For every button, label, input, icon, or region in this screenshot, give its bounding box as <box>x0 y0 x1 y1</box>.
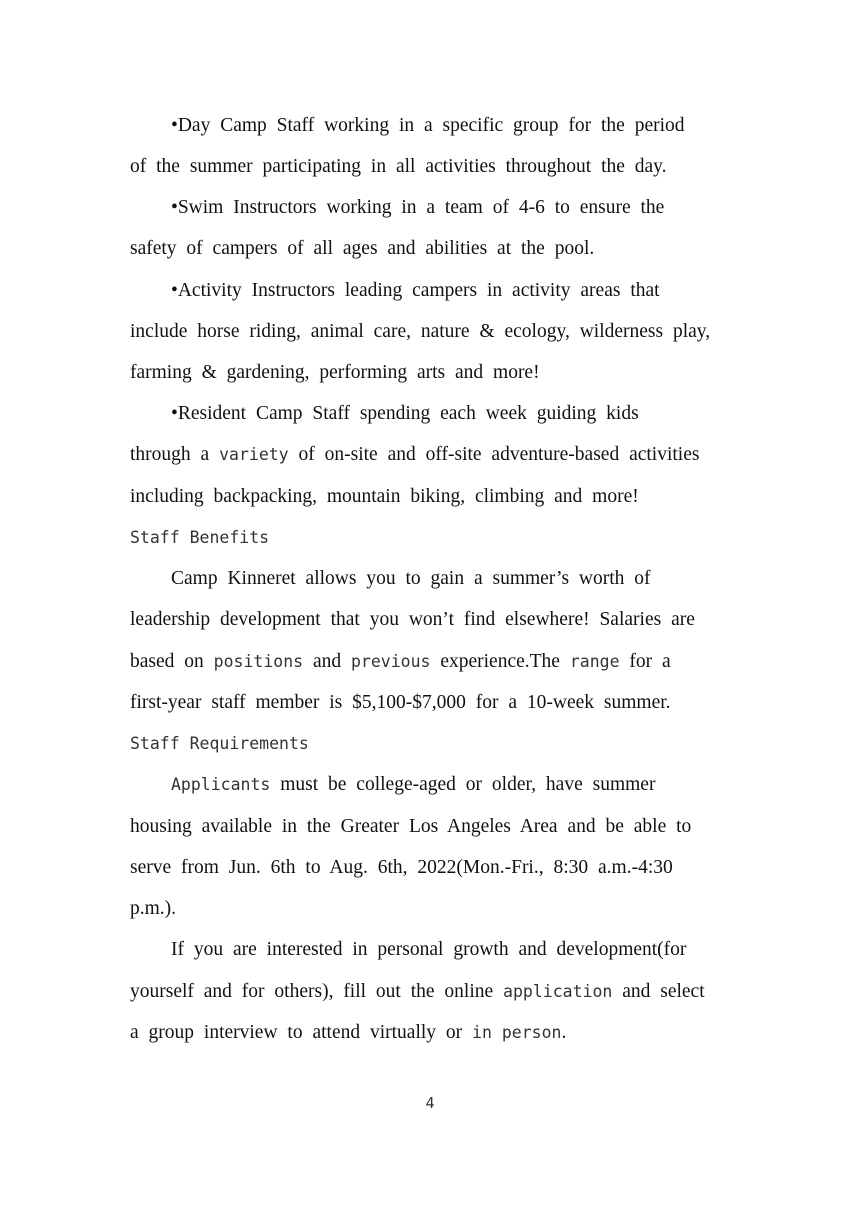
resident-line-2-a: through a <box>130 444 210 465</box>
activity-line-1: •Activity Instructors leading campers in activity areas that <box>171 280 660 301</box>
benefits-line-3-c: and <box>312 651 342 672</box>
swim-line-1: •Swim Instructors working in a team of 4-6 to ensure the <box>171 197 665 218</box>
page-number: 4 <box>425 1094 435 1112</box>
requirements-line-1-b: must be college-aged or older, have summer <box>280 774 656 795</box>
day-camp-line-1: •Day Camp Staff working in a specific group for the period <box>171 115 685 136</box>
benefits-line-3-previous: previous <box>350 652 431 671</box>
benefits-line-3-e: experience.The <box>440 651 560 672</box>
benefits-heading: Staff Benefits <box>130 528 270 547</box>
benefits-line-3-range: range <box>569 652 620 671</box>
interest-line-3-in-person: in person <box>472 1023 562 1042</box>
interest-line-3-a: a group interview to attend virtually or <box>130 1022 463 1043</box>
activity-line-2: include horse riding, animal care, nature & ecology, wilderness play, <box>130 321 711 342</box>
requirements-line-3: serve from Jun. 6th to Aug. 6th, 2022(Mon.-Fri., 8:30 a.m.-4:30 <box>130 857 673 878</box>
interest-line-3-period: . <box>561 1022 567 1043</box>
day-camp-line-2: of the summer participating in all activities throughout the day. <box>130 156 667 177</box>
resident-line-2 <box>130 443 699 467</box>
interest-line-3 <box>130 1021 566 1045</box>
interest-line-2-c: and select <box>622 981 705 1002</box>
interest-line-2-application: application <box>503 982 613 1001</box>
requirements-heading: Staff Requirements <box>130 734 309 753</box>
requirements-line-1-applicants: Applicants <box>171 775 271 794</box>
interest-line-2 <box>130 980 705 1004</box>
activity-line-3: farming & gardening, performing arts and more! <box>130 362 540 383</box>
resident-line-1: •Resident Camp Staff spending each week guiding kids <box>171 403 639 424</box>
resident-line-2-c: of on-site and off-site adventure-based activities <box>298 444 700 465</box>
benefits-line-2: leadership development that you won’t find elsewhere! Salaries are <box>130 609 695 630</box>
requirements-line-2: housing available in the Greater Los Angeles Area and be able to <box>130 816 692 837</box>
benefits-line-3-g: for a <box>629 651 671 672</box>
interest-line-1: If you are interested in personal growth and development(for <box>171 939 687 960</box>
benefits-line-3-positions: positions <box>213 652 304 671</box>
benefits-line-4: first-year staff member is $5,100-$7,000 for a 10-week summer. <box>130 692 671 713</box>
interest-line-2-a: yourself and for others), fill out the online <box>130 981 494 1002</box>
benefits-line-3-a: based on <box>130 651 204 672</box>
benefits-line-1: Camp Kinneret allows you to gain a summer’s worth of <box>171 568 651 589</box>
resident-line-3: including backpacking, mountain biking, climbing and more! <box>130 486 639 507</box>
resident-line-2-variety: variety <box>219 445 289 464</box>
requirements-line-4: p.m.). <box>130 898 177 919</box>
benefits-line-3 <box>130 650 671 674</box>
requirements-line-1 <box>171 773 655 797</box>
swim-line-2: safety of campers of all ages and abilities at the pool. <box>130 238 595 259</box>
